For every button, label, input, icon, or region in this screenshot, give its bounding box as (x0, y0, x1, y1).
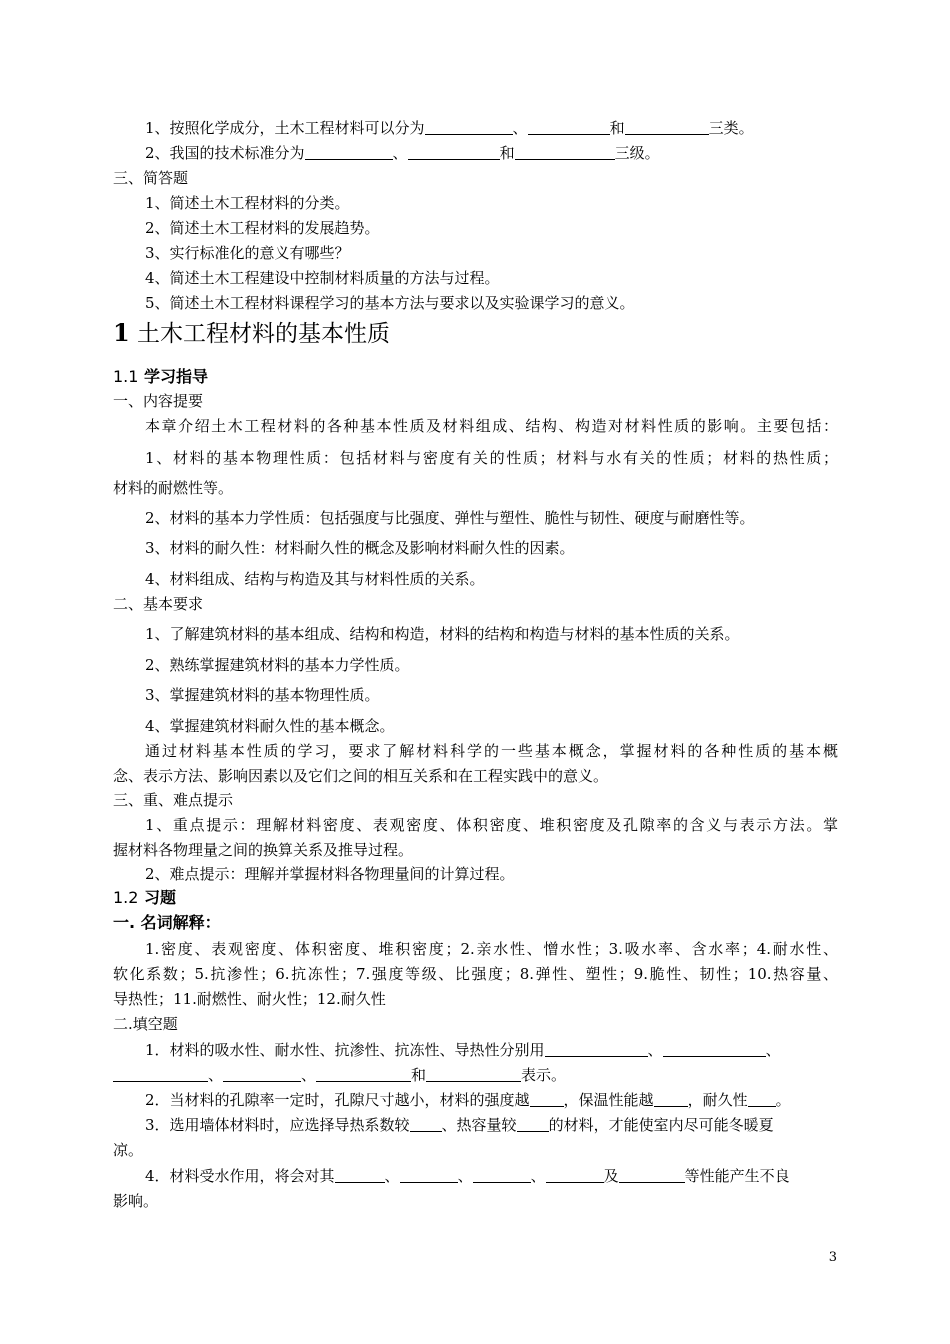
answer-blank (425, 120, 513, 135)
answer-blank (335, 1168, 385, 1183)
answer-blank (473, 1168, 531, 1183)
answer-blank (654, 1092, 688, 1107)
answer-blank (316, 1067, 411, 1082)
intro-fill-q2: 2、我国的技术标准分为 、 和 三级。 (145, 144, 660, 162)
answer-blank (663, 1042, 766, 1057)
terms-heading: 一. 名词解释： (113, 913, 221, 932)
summary-item: 3、材料的耐久性：材料耐久性的概念及影响材料耐久性的因素。 (145, 539, 575, 557)
answer-blank (408, 145, 500, 160)
terms-list-cont: 软化系数；5.抗渗性；6.抗冻性；7.强度等级、比强度；8.弹性、塑性；9.脆性、韧性；10.热容量、 (113, 965, 838, 983)
fill-q1: 1．材料的吸水性、耐水性、抗渗性、抗冻性、导热性分别用 、 、 (145, 1041, 781, 1059)
answer-blank (410, 1117, 442, 1132)
answer-blank (545, 1042, 648, 1057)
answer-blank (305, 145, 393, 160)
intro-fill-q1: 1、按照化学成分，土木工程材料可以分为 、 和 三类。 (145, 119, 754, 137)
short-answer-item: 3、实行标准化的意义有哪些？ (145, 244, 350, 262)
summary-item: 4、材料组成、结构与构造及其与材料性质的关系。 (145, 570, 485, 588)
short-answer-item: 2、简述土木工程材料的发展趋势。 (145, 219, 380, 237)
summary-item: 2、材料的基本力学性质：包括强度与比强度、弹性与塑性、脆性与韧性、硬度与耐磨性等。 (145, 509, 755, 527)
terms-list-cont: 导热性；11.耐燃性、耐火性；12.耐久性 (113, 990, 386, 1008)
fill-q3-cont: 凉。 (113, 1141, 144, 1159)
answer-blank (223, 1067, 301, 1082)
requirement-item: 1、了解建筑材料的基本组成、结构和构造，材料的结构和构造与材料的基本性质的关系。 (145, 625, 740, 643)
summary-item: 1、材料的基本物理性质：包括材料与密度有关的性质；材料与水有关的性质；材料的热性质； (145, 449, 838, 467)
requirement-item: 4、掌握建筑材料耐久性的基本概念。 (145, 717, 395, 735)
key-point-item: 1、重点提示：理解材料密度、表观密度、体积密度、堆积密度及孔隙率的含义与表示方法。掌 (145, 816, 838, 834)
answer-blank (546, 1168, 604, 1183)
answer-blank (517, 1117, 549, 1132)
summary-intro: 本章介绍土木工程材料的各种基本性质及材料组成、结构、构造对材料性质的影响。主要包括： (145, 417, 838, 435)
answer-blank (619, 1168, 685, 1183)
fill-heading: 二.填空题 (113, 1015, 178, 1033)
answer-blank (530, 1092, 564, 1107)
section-heading-exercises: 1.2 习题 (113, 888, 177, 907)
fill-q2: 2．当材料的孔隙率一定时，孔隙尺寸越小，材料的强度越 ，保温性能越 ，耐久性 。 (145, 1091, 791, 1109)
requirements-paragraph: 通过材料基本性质的学习，要求了解材料科学的一些基本概念，掌握材料的各种性质的基本概 (145, 742, 838, 760)
short-answer-item: 5、简述土木工程材料课程学习的基本方法与要求以及实验课学习的意义。 (145, 294, 635, 312)
page-number: 3 (828, 1250, 837, 1265)
key-point-item-cont: 握材料各物理量之间的换算关系及推导过程。 (113, 841, 414, 859)
terms-list: 1.密度、表观密度、体积密度、堆积密度；2.亲水性、憎水性；3.吸水率、含水率；4.耐水性、 (145, 940, 838, 958)
answer-blank (748, 1092, 776, 1107)
answer-blank (426, 1067, 521, 1082)
answer-blank (515, 145, 615, 160)
answer-blank (400, 1168, 458, 1183)
answer-blank (528, 120, 610, 135)
answer-blank (113, 1067, 208, 1082)
key-points-heading: 三、重、难点提示 (113, 791, 234, 809)
requirements-heading: 二、基本要求 (113, 595, 204, 613)
short-answer-heading: 三、简答题 (113, 169, 189, 187)
fill-q1-cont: 、 、 和 表示。 (113, 1065, 838, 1085)
section-heading-guide: 1.1 学习指导 (113, 367, 209, 386)
summary-heading: 一、内容提要 (113, 392, 204, 410)
fill-q4-cont: 影响。 (113, 1192, 159, 1210)
requirements-paragraph-cont: 念、表示方法、影响因素以及它们之间的相互关系和在工程实践中的意义。 (113, 767, 609, 785)
requirement-item: 2、熟练掌握建筑材料的基本力学性质。 (145, 656, 410, 674)
summary-item-cont: 材料的耐燃性等。 (113, 479, 234, 497)
key-point-item: 2、难点提示：理解并掌握材料各物理量间的计算过程。 (145, 865, 515, 883)
answer-blank (625, 120, 709, 135)
fill-q4: 4．材料受水作用，将会对其 、 、 、 及 等性能产生不良 (145, 1167, 790, 1185)
fill-q3: 3．选用墙体材料时，应选择导热系数较 、热容量较 的材料，才能使室内尽可能冬暖夏 (145, 1116, 774, 1134)
chapter-title: 1 土木工程材料的基本性质 (113, 318, 391, 347)
short-answer-item: 4、简述土木工程建设中控制材料质量的方法与过程。 (145, 269, 500, 287)
short-answer-item: 1、简述土木工程材料的分类。 (145, 194, 350, 212)
requirement-item: 3、掌握建筑材料的基本物理性质。 (145, 686, 380, 704)
